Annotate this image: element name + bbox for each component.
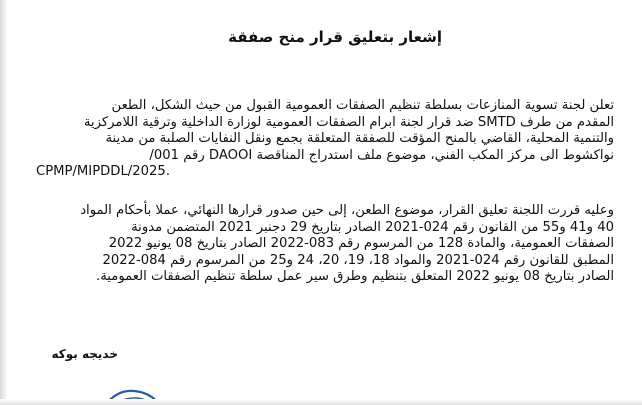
text-line: تعلن لجنة تسوية المنازعات بسلطة تنظيم الصفقات العمومية القبول من حيث الشكل، الطعن — [111, 98, 614, 113]
text-line: CPMP/MIPDDL/2025. — [36, 164, 171, 180]
paragraph-decision — [36, 203, 614, 286]
text-line: 40 و41 و55 من القانون رقم 024-2021 الصادر بتاريخ 29 دجنبر 2021 المتضمن مدونة — [131, 219, 614, 235]
document-title: إشعار بتعليق قرار منح صفقة — [228, 28, 442, 46]
page-edge-shadow-bottom — [0, 399, 642, 405]
page-edge-shadow — [0, 0, 8, 405]
text-line: الصادر بتاريخ 08 يونيو 2022 المتعلق بتنظيم وطرق سير عمل سلطة تنظيم الصفقات العمومية. — [96, 269, 614, 285]
paragraph-announcement — [36, 98, 614, 181]
signature-name: خديجه بوكه — [51, 347, 118, 361]
text-line: والتنمية المحلية، القاضي بالمنح المؤقت للصفقة المتعلقة بجمع ونقل النفايات الصلبة من مدينة — [105, 131, 614, 147]
text-line: المطبق للقانون رقم 024-2021 والمواد 18، 19، 20، 24 و25 من المرسوم رقم 084-2022 — [102, 252, 614, 268]
text-line: المقدم من طرف SMTD ضد قرار لجنة ابرام الصفقات العمومية لوزارة الداخلية وترقية اللامركزية — [83, 114, 614, 130]
text-line: نواكشوط الى مركز المكب الفني، موضوع ملف استدراج المناقصة DAOOI رقم 001/ — [149, 147, 614, 163]
text-line: الصفقات العمومية، والمادة 128 من المرسوم رقم 083-2022 الصادر بتاريخ 08 يونيو 2022 — [108, 236, 614, 252]
text-line: وعليه قررت اللجنة تعليق القرار، موضوع الطعن، إلى حين صدور قرارها النهائي، عملا بأحكام المواد — [80, 203, 614, 218]
